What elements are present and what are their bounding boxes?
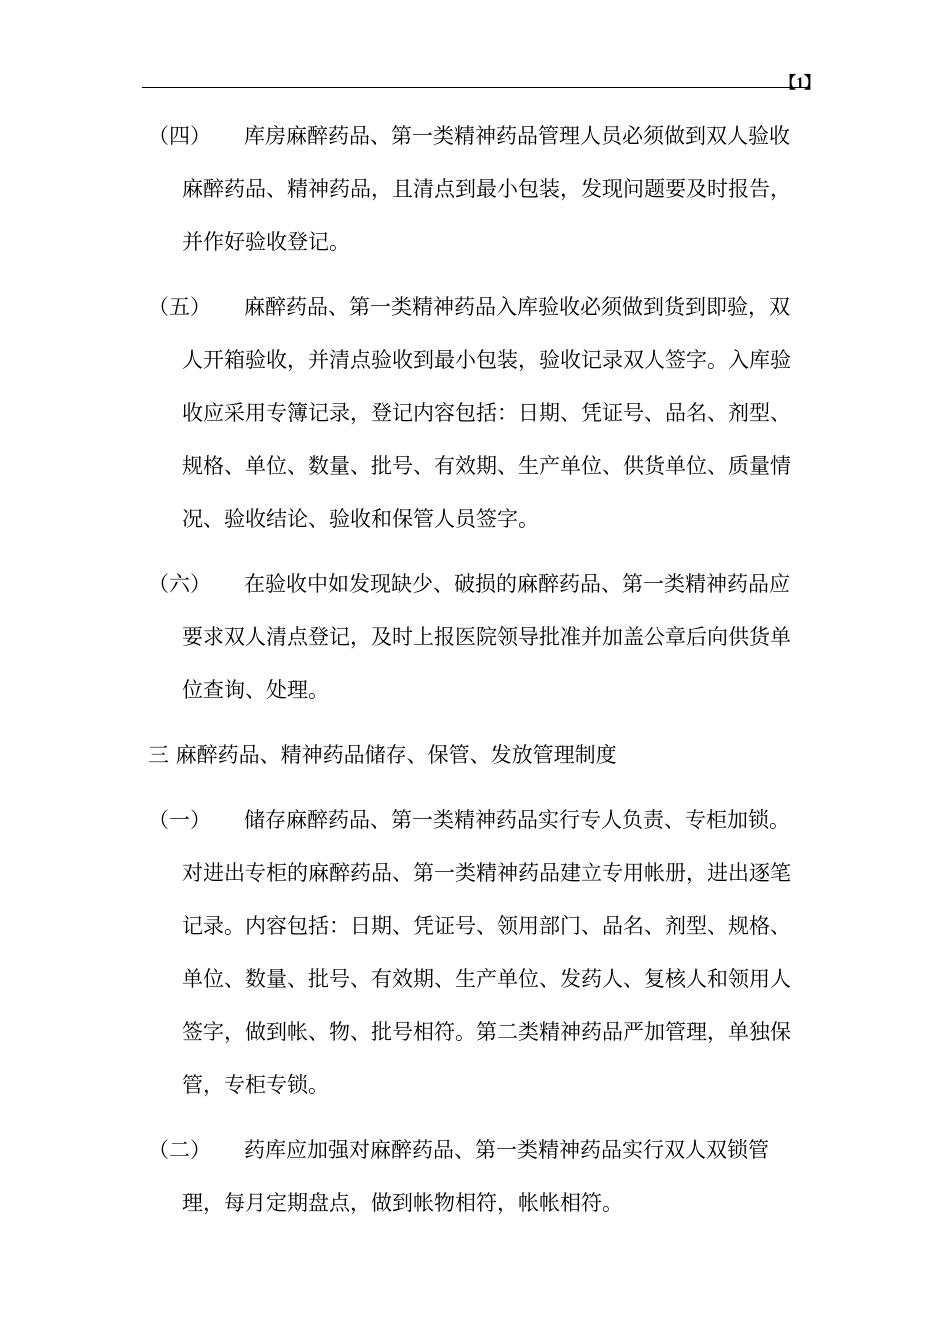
paragraph-line: 并作好验收登记。: [182, 230, 350, 254]
paragraph-line: 要求双人清点登记，及时上报医院领导批准并加盖公章后向供货单: [182, 625, 791, 649]
paragraph-line: 管，专柜专锁。: [182, 1073, 329, 1097]
section-1: [148, 794, 828, 1112]
section-number: （五）: [148, 295, 211, 319]
section-number: （二）: [148, 1138, 211, 1162]
paragraph-line: 单位、数量、批号、有效期、生产单位、发药人、复核人和领用人: [182, 967, 791, 991]
section-number: （一）: [148, 808, 211, 832]
paragraph-line: 收应采用专簿记录，登记内容包括：日期、凭证号、品名、剂型、: [182, 401, 791, 425]
section-2: [148, 1124, 828, 1230]
paragraph-line: 储存麻醉药品、第一类精神药品实行专人负责、专柜加锁。: [244, 808, 790, 832]
section-number: （六）: [148, 572, 211, 596]
paragraph-line: 麻醉药品、精神药品，且清点到最小包装，发现问题要及时报告，: [182, 177, 791, 201]
header-rule: [142, 87, 808, 88]
paragraph-line: 药库应加强对麻醉药品、第一类精神药品实行双人双锁管: [244, 1138, 769, 1162]
paragraph-line: 人开箱验收，并清点验收到最小包装，验收记录双人签字。入库验: [182, 348, 791, 372]
paragraph-line: 签字，做到帐、物、批号相符。第二类精神药品严加管理，单独保: [182, 1020, 791, 1044]
paragraph-line: 麻醉药品、第一类精神药品入库验收必须做到货到即验，双: [244, 295, 790, 319]
paragraph-line: 位查询、处理。: [182, 678, 329, 702]
document-body: [148, 110, 828, 1230]
paragraph-line: 规格、单位、数量、批号、有效期、生产单位、供货单位、质量情: [182, 454, 791, 478]
section-5: [148, 281, 828, 546]
section-number: （四）: [148, 124, 211, 148]
page-number: 【1】: [780, 75, 821, 92]
paragraph-line: 理，每月定期盘点，做到帐物相符，帐帐相符。: [182, 1191, 623, 1215]
section-4: [148, 110, 828, 269]
section-6: [148, 558, 828, 717]
paragraph-line: 记录。内容包括：日期、凭证号、领用部门、品名、剂型、规格、: [182, 914, 791, 938]
paragraph-line: 况、验收结论、验收和保管人员签字。: [182, 507, 539, 531]
paragraph-line: 库房麻醉药品、第一类精神药品管理人员必须做到双人验收: [244, 124, 790, 148]
paragraph-line: 在验收中如发现缺少、破损的麻醉药品、第一类精神药品应: [244, 572, 790, 596]
paragraph-line: 对进出专柜的麻醉药品、第一类精神药品建立专用帐册，进出逐笔: [182, 861, 791, 885]
section-heading: 三 麻醉药品、精神药品储存、保管、发放管理制度: [148, 743, 617, 767]
